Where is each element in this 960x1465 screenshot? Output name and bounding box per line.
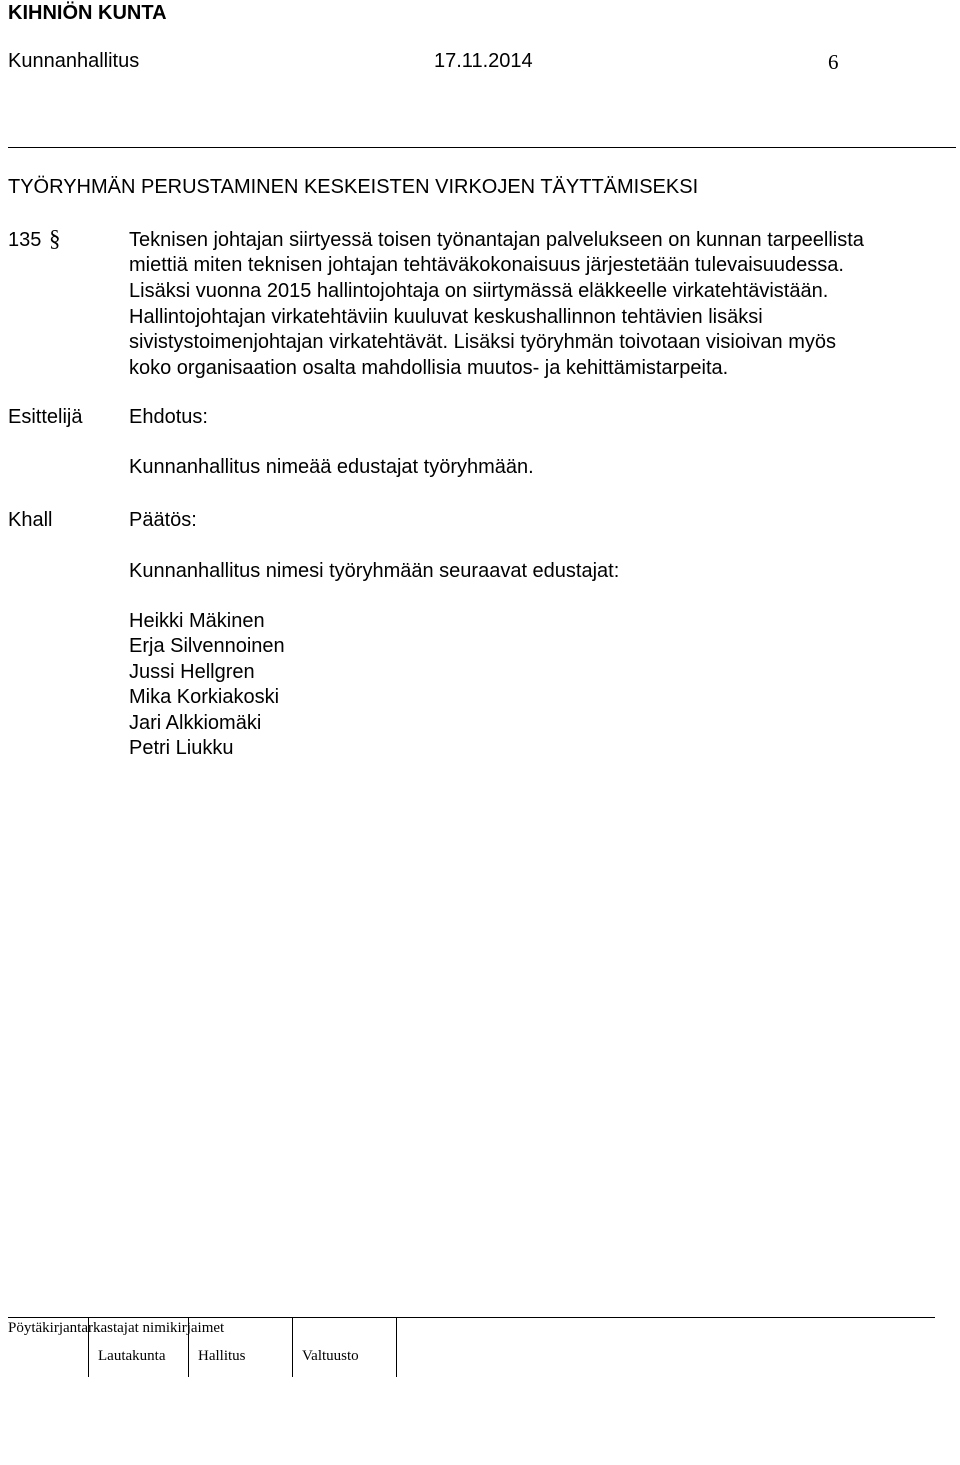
proposal-text: Kunnanhallitus nimeää edustajat työryhmään. [129,456,534,478]
board-name: Kunnanhallitus [8,50,140,72]
section-symbol: § [49,226,61,251]
decision-text: Kunnanhallitus nimesi työryhmään seuraavat edustajat: [129,560,620,582]
page-number: 6 [828,50,839,74]
body-line: miettiä miten teknisen johtajan tehtäväkokonaisuus järjestetään tulevaisuudessa. [129,254,844,276]
member-name: Heikki Mäkinen [129,610,265,632]
item-title: TYÖRYHMÄN PERUSTAMINEN KESKEISTEN VIRKOJEN TÄYTTÄMISEKSI [8,176,699,198]
signatures-label: Pöytäkirjantarkastajat nimikirjaimet [8,1320,225,1336]
member-name: Petri Liukku [129,737,234,759]
member-name: Erja Silvennoinen [129,635,285,657]
footer-column-board: Lautakunta [98,1348,166,1364]
meeting-date: 17.11.2014 [434,50,533,72]
organization-name: KIHNIÖN KUNTA [8,2,167,24]
signature-cell-divider [396,1317,397,1377]
body-line: Lisäksi vuonna 2015 hallintojohtaja on siirtymässä eläkkeelle virkatehtävistään. [129,280,829,302]
body-line: Hallintojohtajan virkatehtäviin kuuluvat keskushallinnon tehtävien lisäksi [129,306,763,328]
decision-body-label: Khall [8,509,53,531]
body-line: sivistystoimenjohtajan virkatehtävät. Lisäksi työryhmän toivotaan visioivan myös [129,331,836,353]
member-name: Jussi Hellgren [129,661,255,683]
footer-column-government: Hallitus [198,1348,246,1364]
footer-column-council: Valtuusto [302,1348,359,1364]
member-name: Jari Alkkiomäki [129,712,262,734]
item-number: 135 [8,229,42,251]
body-line: koko organisaation osalta mahdollisia muutos- ja kehittämistarpeita. [129,357,729,379]
header-divider [8,147,956,148]
signature-cell-divider [292,1317,293,1377]
presenter-label: Esittelijä [8,406,83,428]
body-line: Teknisen johtajan siirtyessä toisen työnantajan palvelukseen on kunnan tarpeellista [129,229,864,251]
decision-heading: Päätös: [129,509,197,531]
member-name: Mika Korkiakoski [129,686,280,708]
proposal-heading: Ehdotus: [129,406,208,428]
